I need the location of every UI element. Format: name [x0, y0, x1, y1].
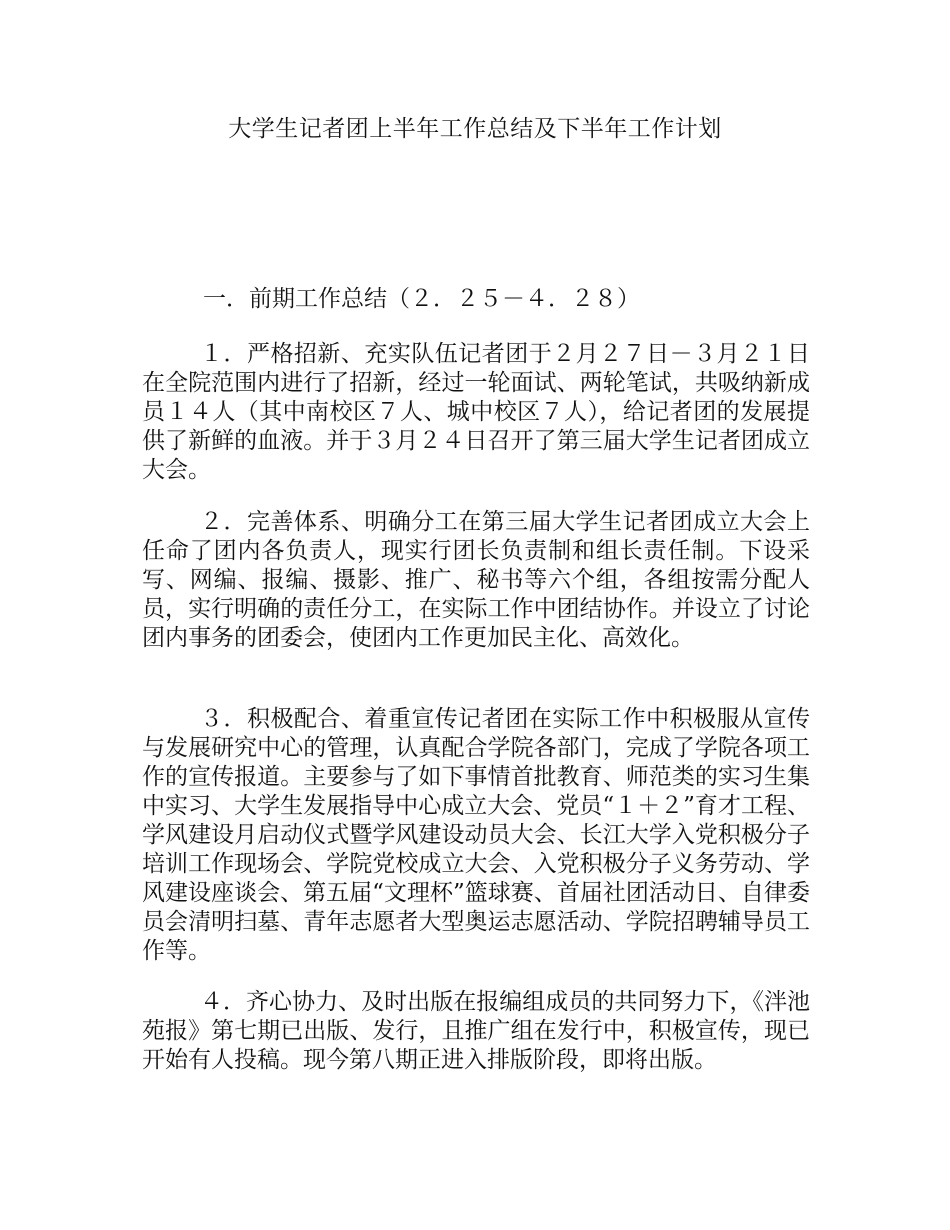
paragraph-3: ３．积极配合、着重宣传记者团在实际工作中积极服从宣传与发展研究中心的管理，认真配合学院各部门，完成了学院各项工作的宣传报道。主要参与了如下事情首批教育、师范类的实习生集中实习、大学生发展指导中心成立大会、党员“１＋２”育才工程、学风建设月启动仪式暨学风建设动员大会、长江大学入党积极分子培训工作现场会、学院党校成立大会、入党积极分子义务劳动、学风建设座谈会、第五届“文理杯”篮球赛、首届社团活动日、自律委员会清明扫墓、青年志愿者大型奥运志愿活动、学院招聘辅导员工作等。 [142, 706, 810, 964]
paragraph-1: １．严格招新、充实队伍记者团于２月２７日－３月２１日在全院范围内进行了招新，经过一轮面试、两轮笔试，共吸纳新成员１４人（其中南校区７人、城中校区７人），给记者团的发展提供了新鲜的血液。并于３月２４日召开了第三届大学生记者团成立大会。 [142, 341, 810, 483]
paragraph-2: ２．完善体系、明确分工在第三届大学生记者团成立大会上任命了团内各负责人，现实行团长负责制和组长责任制。下设采写、网编、报编、摄影、推广、秘书等六个组，各组按需分配人员，实行明确的责任分工，在实际工作中团结协作。并设立了讨论团内事务的团委会，使团内工作更加民主化、高效化。 [142, 509, 810, 651]
document-title: 大学生记者团上半年工作总结及下半年工作计划 [228, 116, 722, 142]
section-heading: 一．前期工作总结（２．２５－４．２８） [203, 286, 640, 312]
paragraph-4: ４．齐心协力、及时出版在报编组成员的共同努力下，《泮池苑报》第七期已出版、发行，且推广组在发行中，积极宣传，现已开始有人投稿。现今第八期正进入排版阶段，即将出版。 [142, 989, 810, 1073]
